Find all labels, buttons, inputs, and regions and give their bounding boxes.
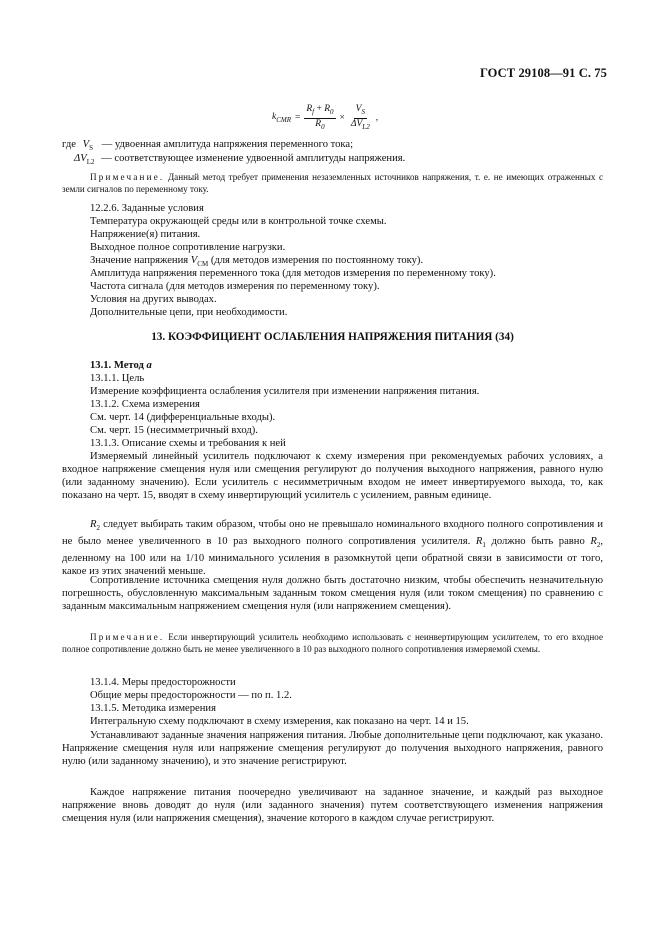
conditions-heading: 12.2.6. Заданные условия bbox=[90, 203, 204, 214]
condition-item: Температура окружающей среды или в контрольной точке схемы. bbox=[90, 216, 387, 227]
where-line-1: где $V_S$ — удвоенная амплитуда напряжения переменного тока; bbox=[62, 139, 354, 153]
subsection-description: 13.1.3. Описание схемы и требования к ней bbox=[90, 438, 286, 449]
condition-item: Амплитуда напряжения переменного тока (для методов измерения по переменному току). bbox=[90, 268, 496, 279]
subsection-precautions: 13.1.4. Меры предосторожности bbox=[90, 677, 236, 688]
kcmr-formula bbox=[272, 104, 378, 133]
paragraph-2: $R_2$ следует выбирать таким образом, чтобы оно не превышало номинального входного полного сопротивления и не было менее увеличенного в 10 раз выходного полного сопротивления усилителя. $R_1$ должно быть равно $R_2$, деленному на 100 или на 1/10 минимального усиления в разомкнутой цепи обратной связи в зависимости от того, какое из этих значений меньше. bbox=[62, 519, 603, 578]
subsection-purpose: 13.1.1. Цель bbox=[90, 373, 145, 384]
condition-item: Частота сигнала (для методов измерения по переменному току). bbox=[90, 281, 380, 292]
where-line-2: $\Delta V_{L2}$ — соответствующее изменение удвоенной амплитуды напряжения. bbox=[74, 153, 406, 167]
precautions-text: Общие меры предосторожности — по п. 1.2. bbox=[90, 690, 292, 701]
formula-times: × bbox=[339, 113, 345, 124]
circuit-ref-2: См. черт. 15 (несимметричный вход). bbox=[90, 425, 258, 436]
procedure-text: Интегральную схему подключают в схему измерения, как показано на черт. 14 и 15. bbox=[90, 716, 469, 727]
subsection-circuit: 13.1.2. Схема измерения bbox=[90, 399, 200, 410]
condition-item: Напряжение(я) питания. bbox=[90, 229, 201, 240]
formula-fraction-2: $\frac{V_S}{\Delta V_{L2}}$ bbox=[350, 104, 370, 131]
subsection-procedure: 13.1.5. Методика измерения bbox=[90, 703, 216, 714]
paragraph-5: Каждое напряжение питания поочередно увеличивают на заданное значение, и каждый раз выходное напряжение вновь доводят до нуля (или заданного значения) путем соответствующего изменения напряжения смещения нуля (или напряжения смещения), значение которого в каждом случае регистрируют. bbox=[62, 787, 603, 824]
section-13-title: 13. КОЭФФИЦИЕНТ ОСЛАБЛЕНИЯ НАПРЯЖЕНИЯ ПИТАНИЯ (34) bbox=[151, 331, 514, 343]
paragraph-3: Сопротивление источника смещения нуля должно быть достаточно низким, чтобы обеспечить незначительную погрешность, обусловленную максимальным заданным током смещения нуля (или током смещения) по сравнению с заданным максимальным напряжением смещения нуля (или напряжением смещения). bbox=[62, 575, 603, 612]
note-1: Примечание. Данный метод требует применения незаземленных источников напряжения, т. е. не имеющих отраженных с земли сигналов по переменному току. bbox=[62, 172, 603, 194]
method-title: 13.1. Метод a bbox=[90, 360, 152, 371]
condition-item: Выходное полное сопротивление нагрузки. bbox=[90, 242, 286, 253]
paragraph-4: Устанавливают заданные значения напряжения питания. Любые дополнительные цепи подключают, как указано. Напряжение смещения нуля или напряжение смещения регулируют до получения выходного напряжения, равного нулю (или заданному значению), и это значение регистрируют. bbox=[62, 730, 603, 767]
note-2: Примечание. Если инвертирующий усилитель необходимо использовать с неинвертирующим усилителем, то его входное полное сопротивление должно быть не менее увеличенного в 10 раз выходного полного сопротивления измеряемой схемы. bbox=[62, 632, 603, 654]
condition-item-vcm: Значение напряжения $V_{CM}$ (для методов измерения по постоянному току). bbox=[90, 255, 424, 269]
condition-item: Дополнительные цепи, при необходимости. bbox=[90, 307, 288, 318]
formula-fraction-1: $\frac{R_f + R_0}{R_0}$ bbox=[306, 104, 334, 131]
formula-lhs: $k_{CMR}$ bbox=[272, 112, 291, 125]
formula-equals: = bbox=[295, 113, 301, 124]
paragraph-1: Измеряемый линейный усилитель подключают к схему измерения при рекомендуемых рабочих условиях, а входное напряжение смещения нуля или смещения регулируют до получения выходного напряжения, равного нулю (или заданному значению). Если усилитель с несимметричным входом не имеет инвертируемого выхода, то, как показано на черт. 15, вводят в схему инвертирующий усилитель с усилением, равным единице. bbox=[62, 451, 603, 501]
purpose-text: Измерение коэффициента ослабления усилителя при изменении напряжения питания. bbox=[90, 386, 480, 397]
formula-comma: , bbox=[375, 113, 379, 124]
circuit-ref-1: См. черт. 14 (дифференциальные входы). bbox=[90, 412, 276, 423]
condition-item: Условия на других выводах. bbox=[90, 294, 217, 305]
page-header: ГОСТ 29108—91 С. 75 bbox=[479, 66, 607, 80]
